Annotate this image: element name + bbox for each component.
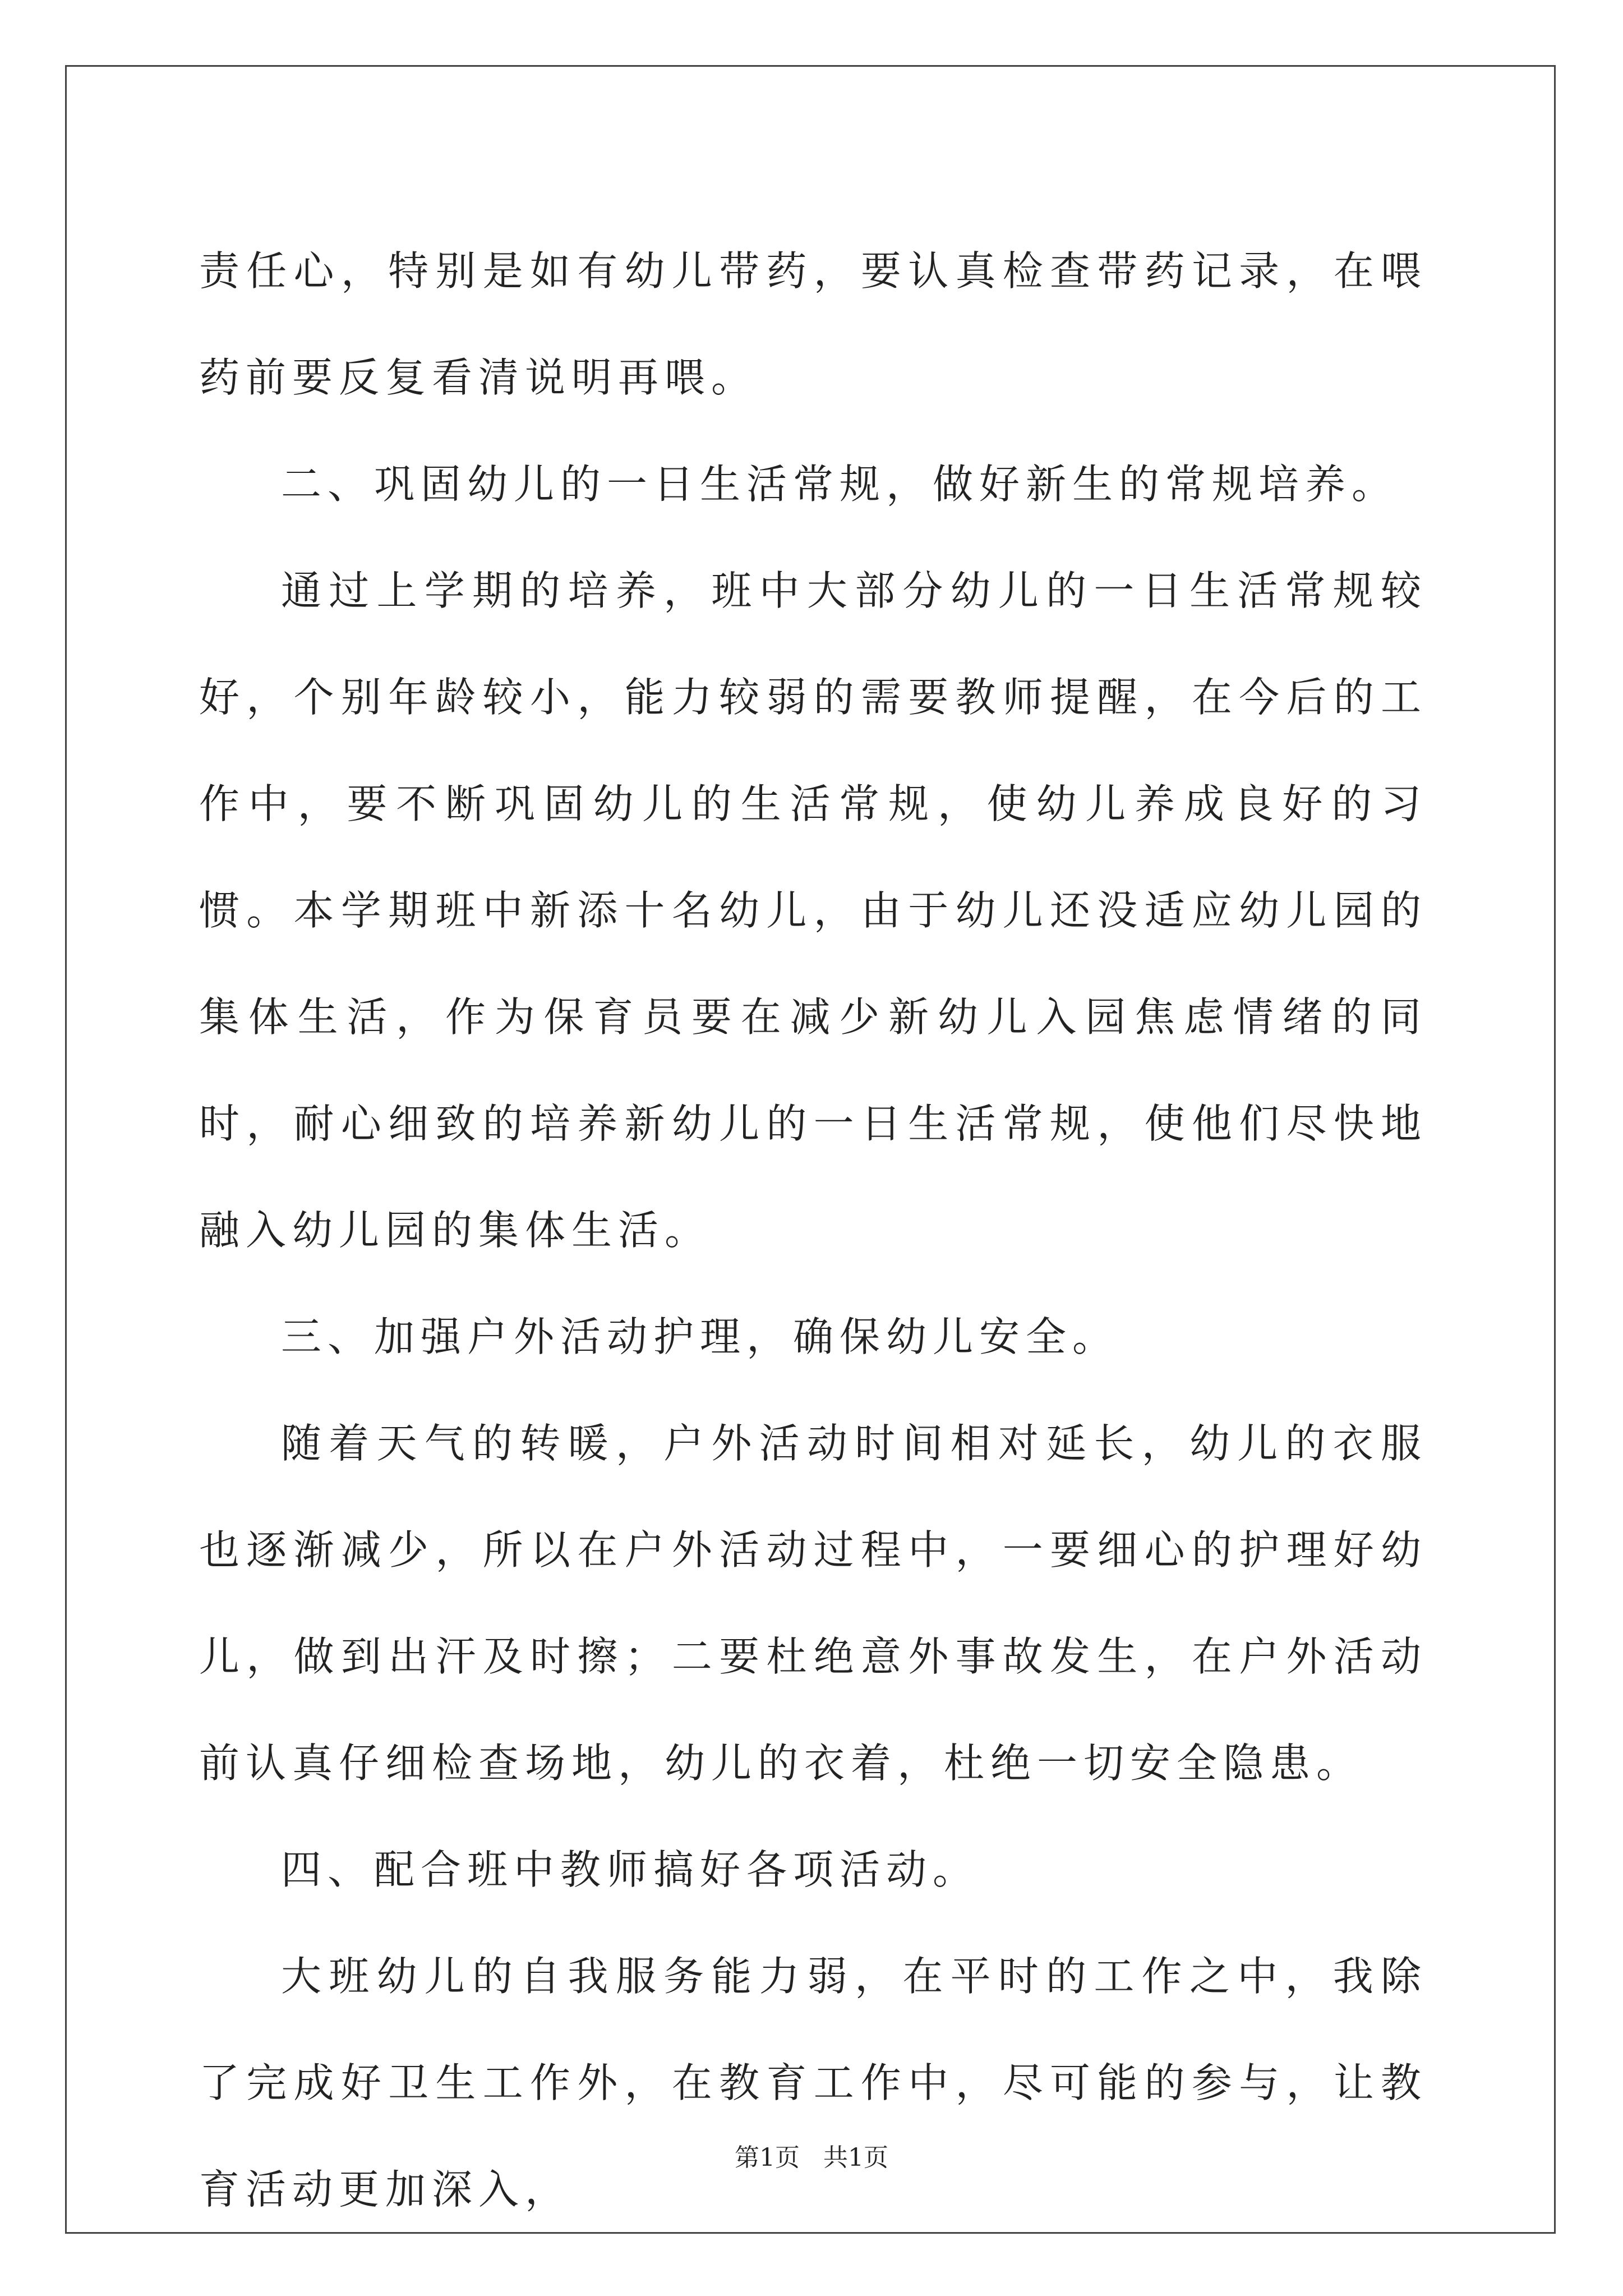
page-number-footer: 第1页 共1页 xyxy=(735,2143,888,2172)
paragraph-5: 随着天气的转暖，户外活动时间相对延长，幼儿的衣服也逐渐减少，所以在户外活动过程中，一要细心的护理好幼儿，做到出汗及时擦；二要杜绝意外事故发生，在户外活动前认真仔细检查场地，幼儿的衣着，杜绝一切安全隐患。 xyxy=(199,1420,1427,1787)
paragraph-6-heading: 四、配合班中教师搞好各项活动。 xyxy=(281,1846,980,1893)
paragraph-4-heading: 三、加强户外活动护理，确保幼儿安全。 xyxy=(281,1313,1119,1360)
paragraph-2-heading: 二、巩固幼儿的一日生活常规，做好新生的常规培养。 xyxy=(281,461,1399,508)
paragraph-3: 通过上学期的培养，班中大部分幼儿的一日生活常规较好，个别年龄较小，能力较弱的需要教师提醒，在今后的工作中，要不断巩固幼儿的生活常规，使幼儿养成良好的习惯。本学期班中新添十名幼儿，由于幼儿还没适应幼儿园的集体生活，作为保育员要在减少新幼儿入园焦虑情绪的同时，耐心细致的培养新幼儿的一日生活常规，使他们尽快地融入幼儿园的集体生活。 xyxy=(199,567,1427,1254)
paragraph-1: 责任心，特别是如有幼儿带药，要认真检查带药记录，在喂药前要反复看清说明再喂。 xyxy=(199,247,1427,401)
paragraph-7: 大班幼儿的自我服务能力弱，在平时的工作之中，我除了完成好卫生工作外，在教育工作中，尽可能的参与，让教育活动更加深入， xyxy=(199,1953,1427,2213)
document-body xyxy=(199,218,1427,2243)
